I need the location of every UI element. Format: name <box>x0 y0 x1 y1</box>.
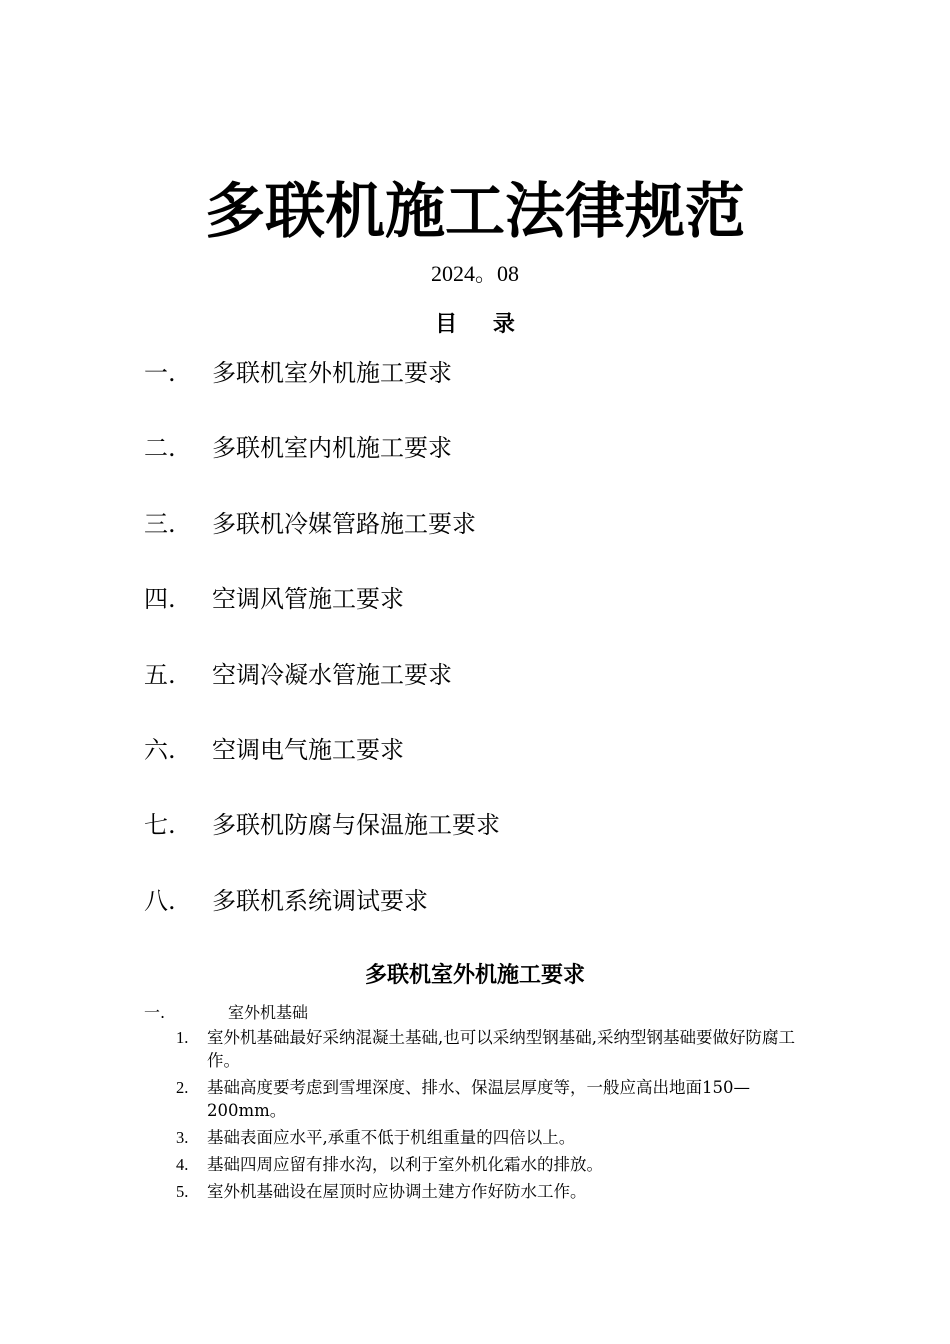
list-item <box>176 1153 816 1176</box>
subsection-title: 室外机基础 <box>228 1003 309 1022</box>
toc-heading: 目 录 <box>435 311 529 337</box>
toc-item-label: 空调风管施工要求 <box>212 585 404 614</box>
toc-item-3 <box>144 507 844 582</box>
list-item-text: 基础表面应水平,承重不低于机组重量的四倍以上。 <box>207 1128 576 1147</box>
toc-item-number: 八. <box>144 886 176 915</box>
list-item-text: 室外机基础设在屋顶时应协调土建方作好防水工作。 <box>207 1182 587 1201</box>
list-item-number: 5. <box>176 1182 189 1201</box>
list-item <box>176 1126 816 1149</box>
toc-item-label: 多联机室内机施工要求 <box>212 434 452 463</box>
toc-item-number: 三. <box>144 509 176 538</box>
requirement-list <box>176 1026 816 1207</box>
toc-item-number: 一. <box>144 359 176 387</box>
toc-item-label: 多联机冷媒管路施工要求 <box>212 509 476 538</box>
toc-item-label: 多联机防腐与保温施工要求 <box>212 811 500 840</box>
toc-item-4 <box>144 582 844 657</box>
toc-item-6 <box>144 733 844 808</box>
list-item-text: 基础四周应留有排水沟，以利于室外机化霜水的排放。 <box>207 1155 603 1174</box>
list-item-number: 3. <box>176 1128 189 1147</box>
toc-item-label: 多联机室外机施工要求 <box>212 359 452 387</box>
toc-item-label: 多联机系统调试要求 <box>212 886 428 915</box>
subsection-number: 一. <box>144 1003 166 1022</box>
toc-item-label: 空调电气施工要求 <box>212 735 404 764</box>
subsection-heading <box>144 1002 308 1024</box>
toc-item-8 <box>144 884 844 959</box>
list-item-number: 2. <box>176 1078 189 1097</box>
table-of-contents <box>144 356 844 959</box>
toc-item-number: 四. <box>144 585 176 614</box>
toc-item-2 <box>144 431 844 506</box>
toc-item-1 <box>144 356 844 431</box>
toc-item-number: 七. <box>144 811 176 840</box>
list-item-number: 1. <box>176 1028 189 1047</box>
list-item-number: 4. <box>176 1155 189 1174</box>
list-item <box>176 1026 816 1072</box>
toc-item-number: 五. <box>144 660 176 689</box>
list-item-text: 基础高度要考虑到雪埋深度、排水、保温层厚度等，一般应高出地面150—200mm。 <box>207 1078 750 1120</box>
toc-item-label: 空调冷凝水管施工要求 <box>212 660 452 689</box>
document-date: 2024。08 <box>430 261 519 286</box>
list-item <box>176 1180 816 1203</box>
toc-item-5 <box>144 658 844 733</box>
list-item <box>176 1076 816 1122</box>
section-title: 多联机室外机施工要求 <box>364 962 585 988</box>
toc-item-number: 二. <box>144 434 176 463</box>
toc-item-7 <box>144 808 844 883</box>
document-title: 多联机施工法律规范 <box>205 177 745 247</box>
list-item-text: 室外机基础最好采纳混凝土基础,也可以采纳型钢基础,采纳型钢基础要做好防腐工作。 <box>207 1028 795 1070</box>
toc-item-number: 六. <box>144 735 176 764</box>
